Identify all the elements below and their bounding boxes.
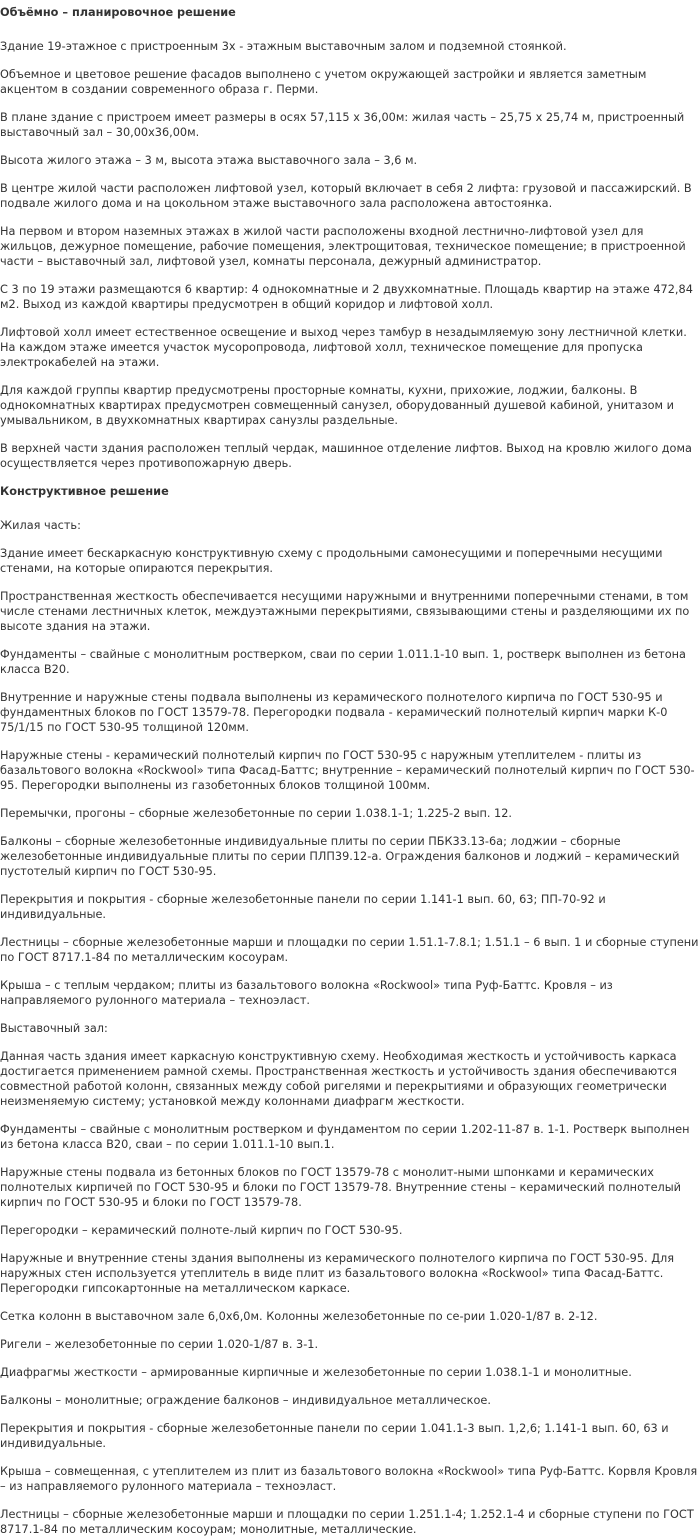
paragraph: Диафрагмы жесткости – армированные кирпичные и железобетонные по серии 1.038.1-1 и монолитные.	[0, 1366, 632, 1379]
paragraph: Данная часть здания имеет каркасную конструктивную схему. Необходимая жесткость и устойчивость каркаса достигается применением рамной схемы. Пространственная жесткость и устойчивость здания обеспечиваются совместной работой колонн, связанных между собой ригелями и перекрытиями и образующих геометрически неизменяемую систему; установкой между колоннами диафрагм жесткости.	[0, 1050, 677, 1108]
paragraph: Пространственная жесткость обеспечивается несущими наружными и внутренними поперечными стенами, в том числе стенами лестничных клеток, междуэтажными перекрытиями, связывающими стены и разделяющими их по высоте здания на этажи.	[0, 590, 690, 633]
paragraph: Ригели – железобетонные по серии 1.020-1/87 в. 3-1.	[0, 1338, 319, 1351]
paragraph: Фундаменты – свайные с монолитным ростверком и фундаментом по серии 1.202-11-87 в. 1-1. Ростверк выполнен из бетона класса В20, сваи – по серии 1.011.1-10 вып.1.	[0, 1123, 690, 1151]
section-heading: Объёмно – планировочное решение	[0, 6, 236, 19]
paragraph: Здание 19-этажное с пристроенным 3х - этажным выставочным залом и подземной стоянкой.	[0, 40, 567, 53]
paragraph: В верхней части здания расположен теплый чердак, машинное отделение лифтов. Выход на кровлю жилого дома осуществляется через противопожарную дверь.	[0, 442, 692, 470]
paragraph: Высота жилого этажа – 3 м, высота этажа выставочного зала – 3,6 м.	[0, 154, 418, 167]
paragraph: На первом и втором наземных этажах в жилой части расположены входной лестнично-лифтовой узел для жильцов, дежурное помещение, рабочие помещения, электрощитовая, техническое помещение; в пристроенной части – выставочный зал, лифтовой узел, комнаты персонала, дежурный администратор.	[0, 225, 686, 268]
subheading-exhibition-hall: Выставочный зал:	[0, 1022, 108, 1035]
paragraph: Лифтовой холл имеет естественное освещение и выход через тамбур в незадымляемую зону лестничной клетки. На каждом этаже имеется участок мусоропровода, лифтовой холл, техническое помещение для пропуска электрокабелей на этажи.	[0, 326, 687, 369]
paragraph: Наружные стены подвала из бетонных блоков по ГОСТ 13579-78 с монолит-ными шпонками и керамических полнотелых кирпичей по ГОСТ 530-95 и блоки по ГОСТ 13579-78. Внутренние стены – керамический полнотелый кирпич по ГОСТ 530-95 и блоки по ГОСТ 13579-78.	[0, 1166, 681, 1209]
paragraph: Перегородки – керамический полноте-лый кирпич по ГОСТ 530-95.	[0, 1224, 403, 1237]
paragraph: Здание имеет бескаркасную конструктивную схему с продольными самонесущими и поперечными несущими стенами, на которые опираются перекрытия.	[0, 547, 663, 575]
paragraph: Фундаменты – свайные с монолитным ростверком, сваи по серии 1.011.1-10 вып. 1, ростверк выполнен из бетона класса В20.	[0, 648, 686, 676]
section-planning	[0, 5, 700, 471]
paragraph: Сетка колонн в выставочном зале 6,0х6,0м. Колонны железобетонные по се-рии 1.020-1/87 в. 2-12.	[0, 1310, 598, 1323]
paragraph: Балконы – сборные железобетонные индивидуальные плиты по серии ПБК33.13-6а; лоджии – сборные железобетонные индивидуальные плиты по серии ПЛП39.12-а. Ограждения балконов и лоджий – керамический пустотелый кирпич по ГОСТ 530-95.	[0, 835, 680, 878]
paragraph: С 3 по 19 этажи размещаются 6 квартир: 4 однокомнатные и 2 двухкомнатные. Площадь квартир на этаже 472,84 м2. Выход из каждой квартиры предусмотрен в общий коридор и лифтовой холл.	[0, 283, 693, 311]
paragraph: Крыша – совмещенная, с утеплителем из плит из базальтового волокна «Rockwool» типа Руф-Баттс. Корвля Кровля – из направляемого рулонного материала – техноэласт.	[0, 1465, 698, 1493]
paragraph: В плане здание с пристроем имеет размеры в осях 57,115 х 36,00м: жилая часть – 25,75 х 25,74 м, пристроенный выставочный зал – 30,00х36,00м.	[0, 111, 685, 139]
paragraph: Перекрытия и покрытия - сборные железобетонные панели по серии 1.041.1-3 вып. 1,2,6; 1.141-1 вып. 60, 63 и индивидуальные.	[0, 1422, 669, 1450]
paragraph: Перемычки, прогоны – сборные железобетонные по серии 1.038.1-1; 1.225-2 вып. 12.	[0, 807, 513, 820]
paragraph: Для каждой группы квартир предусмотрены просторные комнаты, кухни, прихожие, лоджии, балконы. В однокомнатных квартирах предусмотрен совмещенный санузел, оборудованный душевой кабиной, унитазом и умывальником, в двухкомнатных квартирах санузлы раздельные.	[0, 384, 675, 427]
paragraph: Наружные стены - керамический полнотелый кирпич по ГОСТ 530-95 с наружным утеплителем - плиты из базальтового волокна «Rockwool» типа Фасад-Баттс; внутренние – керамический полнотелый кирпич по ГОСТ 530-95. Перегородки выполнены из газобетонных блоков толщиной 100мм.	[0, 749, 695, 792]
paragraph: Перекрытия и покрытия - сборные железобетонные панели по серии 1.141-1 вып. 60, 63; ПП-70-92 и индивидуальные.	[0, 893, 606, 921]
section-heading: Конструктивное решение	[0, 485, 169, 498]
paragraph: Наружные и внутренние стены здания выполнены из керамического полнотелого кирпича по ГОСТ 530-95. Для наружных стен используется утеплитель в виде плит из базальтового волокна «Rockwool» типа Фасад-Баттс. Перегородки гипсокартонные на металлическом каркасе.	[0, 1252, 675, 1295]
paragraph: Балконы – монолитные; ограждение балконов – индивидуальное металлическое.	[0, 1394, 491, 1407]
paragraph: Лестницы – сборные железобетонные марши и площадки по серии 1.51.1-7.8.1; 1.51.1 – 6 вып. 1 и сборные ступени по ГОСТ 8717.1-84 по металлическим косоурам.	[0, 936, 699, 964]
paragraph: Объемное и цветовое решение фасадов выполнено с учетом окружающей застройки и является заметным акцентом в создании современного образа г. Перми.	[0, 68, 647, 96]
paragraph: Крыша – с теплым чердаком; плиты из базальтового волокна «Rockwool» типа Руф-Баттс. Кровля – из направляемого рулонного материала – техноэласт.	[0, 979, 613, 1007]
section-structural	[0, 484, 700, 1537]
paragraph: В центре жилой части расположен лифтовой узел, который включает в себя 2 лифта: грузовой и пассажирский. В подвале жилого дома и на цокольном этаже выставочного зала расположена автостоянка.	[0, 182, 692, 210]
paragraph: Внутренние и наружные стены подвала выполнены из керамического полнотелого кирпича по ГОСТ 530-95 и фундаментных блоков по ГОСТ 13579-78. Перегородки подвала - керамический полнотелый кирпич марки К-0 75/1/15 по ГОСТ 530-95 толщиной 120мм.	[0, 691, 668, 734]
subheading-residential: Жилая часть:	[0, 519, 81, 532]
paragraph: Лестницы – сборные железобетонные марши и площадки по серии 1.251.1-4; 1.252.1-4 и сборные ступени по ГОСТ 8717.1-84 по металлическим косоурам; монолитные, металлические.	[0, 1508, 694, 1536]
